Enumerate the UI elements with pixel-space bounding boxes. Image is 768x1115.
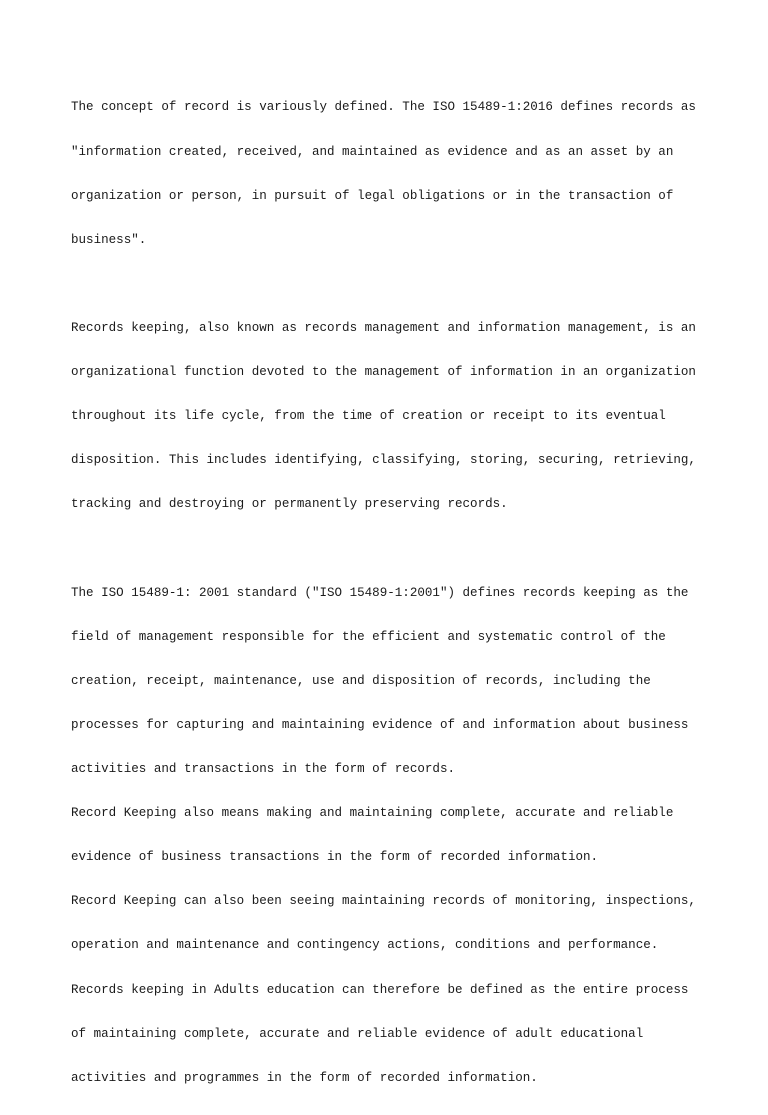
text-line: "information created, received, and maintained as evidence and as an asset by an (71, 144, 674, 159)
text-line: tracking and destroying or permanently preserving records. (71, 497, 508, 512)
text-line: Records keeping in Adults education can therefore be defined as the entire process (71, 982, 689, 997)
paragraph-iso-standard (71, 556, 711, 1115)
text-line: organizational function devoted to the management of information in an organization (71, 365, 696, 380)
paragraph-spacer (71, 541, 711, 556)
text-line: creation, receipt, maintenance, use and disposition of records, including the (71, 673, 651, 688)
text-line: activities and transactions in the form of records. (71, 762, 455, 777)
document-body (71, 71, 711, 1115)
text-line: Record Keeping can also been seeing maintaining records of monitoring, inspections, (71, 894, 696, 909)
text-line: operation and maintenance and contingency actions, conditions and performance. (71, 938, 659, 953)
text-line: processes for capturing and maintaining evidence of and information about business (71, 717, 689, 732)
text-line: Records keeping, also known as records management and information management, is an (71, 320, 696, 335)
paragraph-record-definition (71, 71, 711, 277)
text-line: organization or person, in pursuit of legal obligations or in the transaction of (71, 188, 674, 203)
text-line: The concept of record is variously defined. The ISO 15489-1:2016 defines records as (71, 100, 696, 115)
text-line: The ISO 15489-1: 2001 standard ("ISO 15489-1:2001") defines records keeping as the (71, 585, 689, 600)
text-line: activities and programmes in the form of recorded information. (71, 1070, 538, 1085)
text-line: of maintaining complete, accurate and reliable evidence of adult educational (71, 1026, 644, 1041)
text-line: field of management responsible for the efficient and systematic control of the (71, 629, 666, 644)
text-line: evidence of business transactions in the form of recorded information. (71, 850, 599, 865)
text-line: throughout its life cycle, from the time of creation or receipt to its eventual (71, 409, 666, 424)
text-line: disposition. This includes identifying, classifying, storing, securing, retrieving, (71, 453, 696, 468)
text-line: business". (71, 232, 147, 247)
text-line: Record Keeping also means making and maintaining complete, accurate and reliable (71, 806, 674, 821)
paragraph-records-keeping (71, 292, 711, 542)
paragraph-spacer (71, 277, 711, 292)
